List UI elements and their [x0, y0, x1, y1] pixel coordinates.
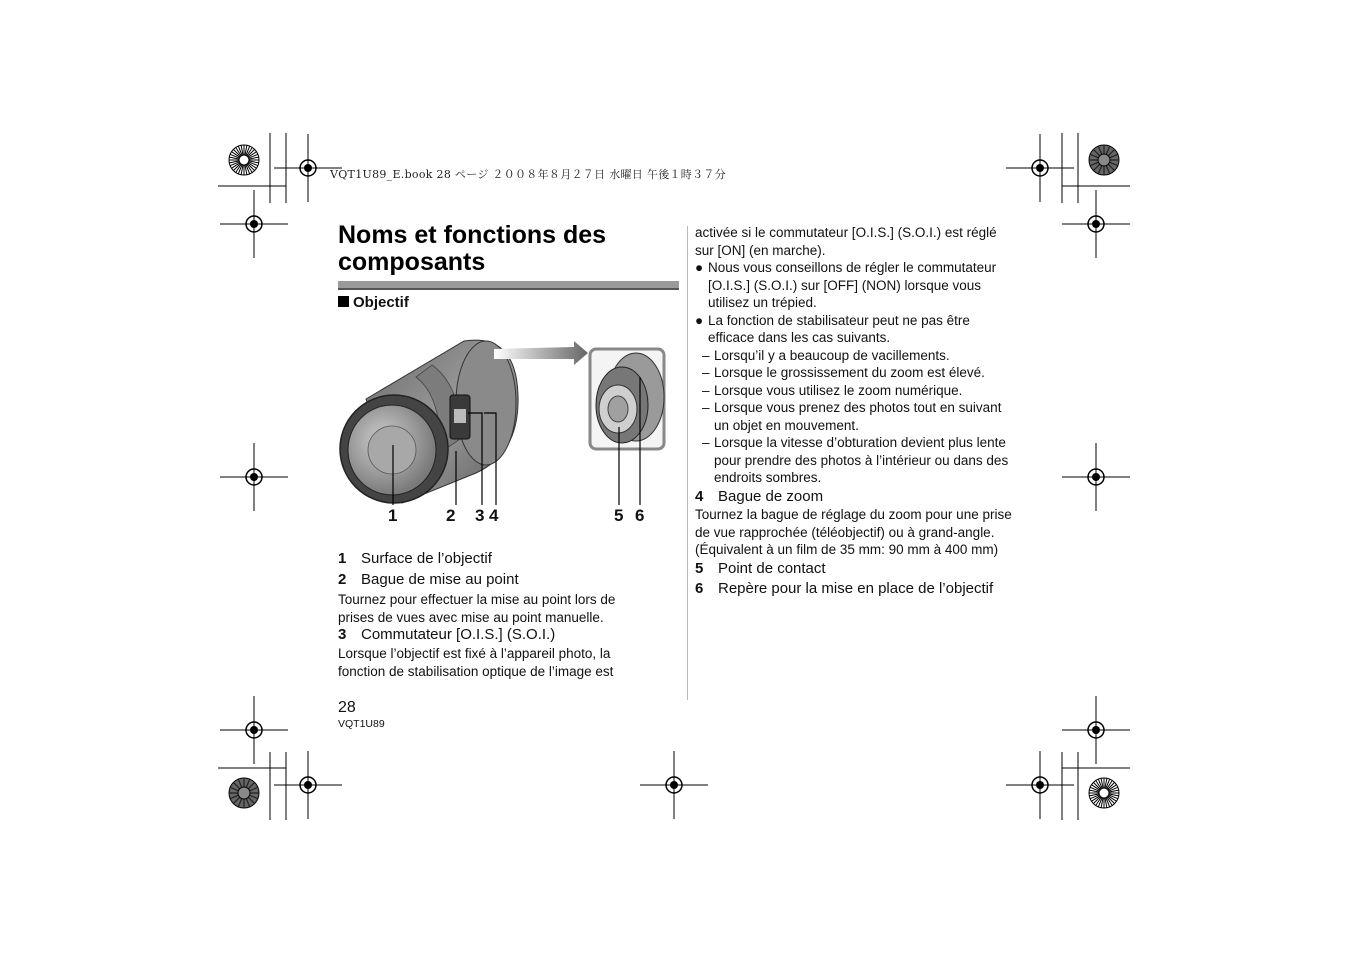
- bullet-icon: ●: [695, 312, 704, 328]
- title-underline: [338, 281, 679, 290]
- callout-5: 5: [614, 506, 624, 525]
- callout-3: 3: [475, 506, 485, 525]
- column-divider: [687, 226, 688, 700]
- item-3: 3 Commutateur [O.I.S.] (S.O.I.): [338, 626, 556, 643]
- square-bullet-icon: [338, 296, 349, 307]
- document-code: VQT1U89: [338, 718, 385, 730]
- bullet-icon: ●: [695, 260, 704, 275]
- callout-6: 6: [635, 506, 645, 525]
- lens-illustration: [336, 335, 676, 535]
- right-column-text: activée si le commutateur [O.I.S.] (S.O.I.) est réglé sur [ON] (en marche). ● Nous vous conseillons de régler le commutateur [O.I.S.] (S.O.I.) sur [OFF] (NON) lorsque vous utilisez un trépied. ● La fonction de stabilisateur peut ne pas être efficace dans les cas suivants. – Lorsqu’il y a beaucoup de vacillements. – Lorsque le grossissement du zoom est élevé. – Lorsque vous utilisez le zoom numérique. – Lorsque vous prenez des photos tout en suivant un objet en mouvement. – Lorsque la vitesse d’obturation devient plus lente pour prendre des photos à l’intérieur ou dans des endroits sombres.: [695, 224, 1040, 487]
- item-2: 2 Bague de mise au point: [338, 571, 519, 588]
- dash-item: – Lorsque la vitesse d’obturation devient plus lente pour prendre des photos à l’intérieur ou dans des endroits sombres.: [702, 435, 1009, 485]
- dash-item: – Lorsqu’il y a beaucoup de vacillements.: [702, 347, 950, 363]
- page-number: 28: [338, 699, 356, 716]
- dash-item: – Lorsque le grossissement du zoom est élevé.: [702, 365, 985, 380]
- item-3-description: Lorsque l’objectif est fixé à l’appareil photo, la fonction de stabilisation optique de l’image est: [338, 646, 614, 679]
- dash-item: – Lorsque vous prenez des photos tout en suivant un objet en mouvement.: [702, 400, 1002, 433]
- item-4-description: Tournez la bague de réglage du zoom pour une prise de vue rapprochée (téléobjectif) ou à grand-angle. (Équivalent à un film de 35 mm: 90 mm à 400 mm): [695, 507, 1012, 557]
- print-header: VQT1U89_E.book 28 ページ ２００８年８月２７日 水曜日 午後１時３７分: [330, 168, 727, 181]
- item-5: 5 Point de contact: [695, 560, 826, 577]
- item-1: 1 Surface de l’objectif: [338, 550, 492, 567]
- dash-item: – Lorsque vous utilisez le zoom numérique.: [702, 382, 963, 398]
- bullet-item: ● La fonction de stabilisateur peut ne pas être efficace dans les cas suivants.: [695, 312, 970, 345]
- item-4: 4 Bague de zoom: [695, 488, 824, 505]
- bullet-item: ● Nous vous conseillons de régler le commutateur [O.I.S.] (S.O.I.) sur [OFF] (NON) lorsque vous utilisez un trépied.: [695, 260, 997, 310]
- item-2-description: Tournez pour effectuer la mise au point lors de prises de vues avec mise au point manuelle.: [338, 592, 616, 625]
- callout-1: 1: [388, 506, 398, 525]
- item-6: 6 Repère pour la mise en place de l’objectif: [695, 580, 994, 597]
- callout-4: 4: [489, 506, 499, 525]
- page-title: Noms et fonctions des composants: [338, 221, 607, 276]
- section-heading: Objectif: [338, 294, 409, 311]
- callout-2: 2: [446, 506, 456, 525]
